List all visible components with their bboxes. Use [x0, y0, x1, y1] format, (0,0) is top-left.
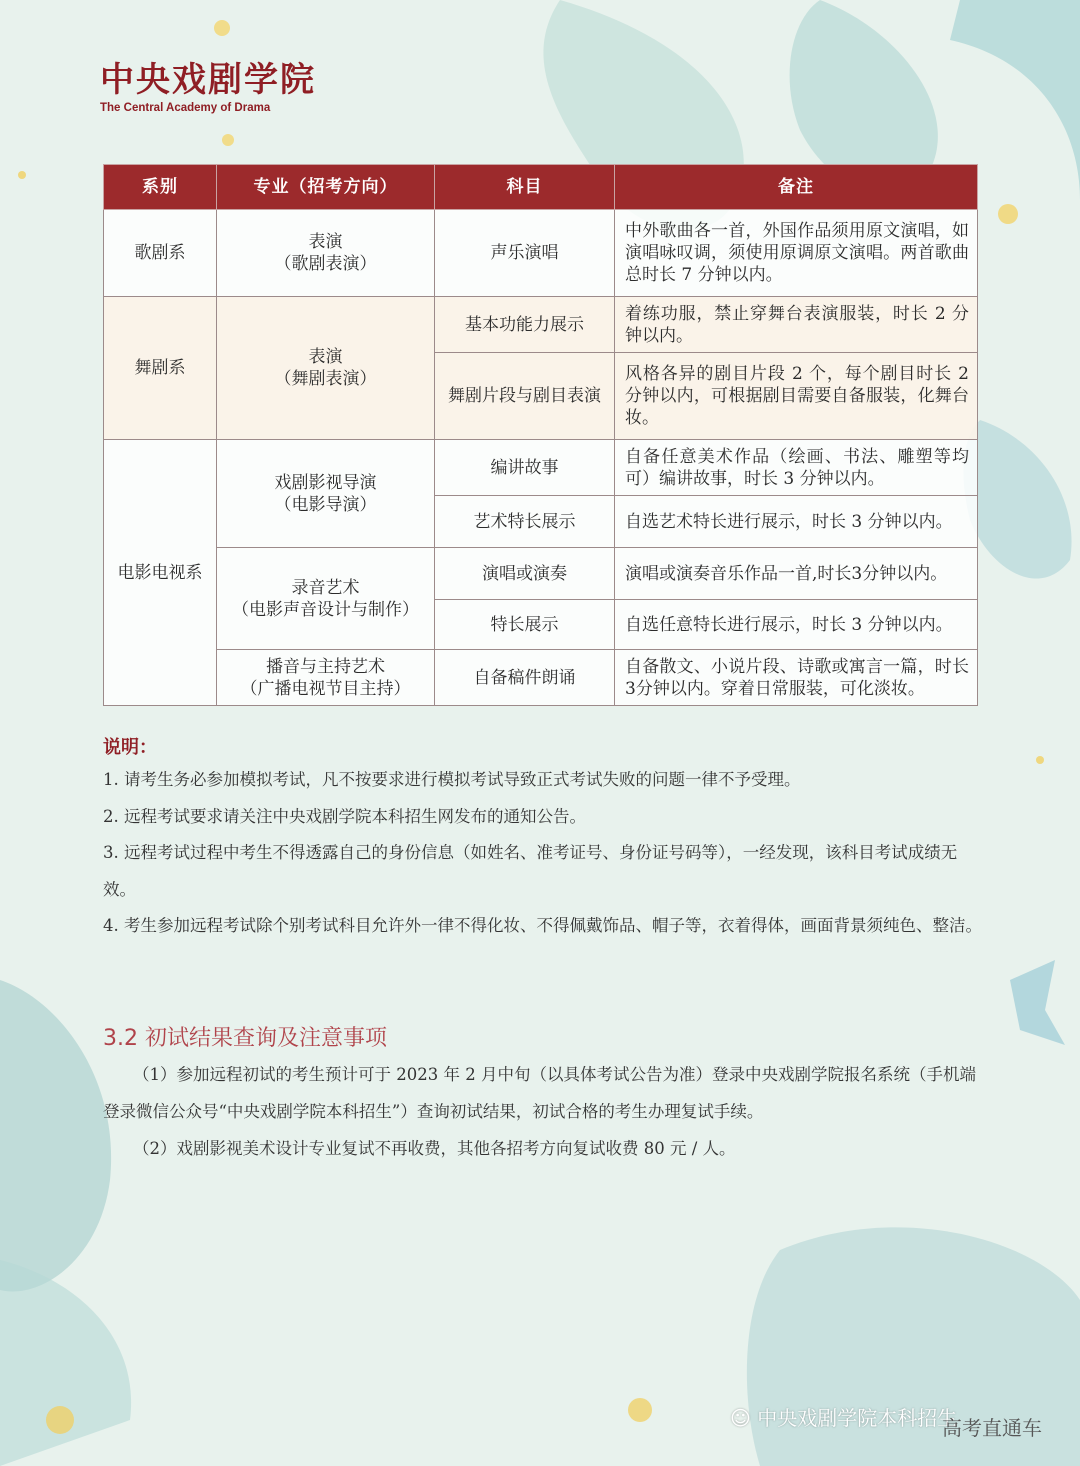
watermark-source: 高考直通车	[942, 1416, 1042, 1440]
remarks-cell: 着练功服，禁止穿舞台表演服装，时长 2 分钟以内。	[615, 297, 978, 353]
section-title: 3.2 初试结果查询及注意事项	[103, 1026, 387, 1051]
major-name: 表演	[308, 232, 343, 252]
major-direction: （歌剧表演）	[274, 254, 377, 274]
subject-cell: 艺术特长展示	[435, 496, 615, 548]
remarks-cell: 风格各异的剧目片段 2 个，每个剧目时长 2 分钟以内，可根据剧目需要自备服装，化舞台妆。	[615, 353, 978, 440]
table-header-row	[104, 165, 978, 210]
note-item: 2. 远程考试要求请关注中央戏剧学院本科招生网发布的通知公告。	[103, 806, 586, 826]
department-cell: 电影电视系	[104, 440, 217, 706]
note-item: 1. 请考生务必参加模拟考试，凡不按要求进行模拟考试导致正式考试失败的问题一律不予受理。	[103, 770, 801, 789]
subject-cell: 编讲故事	[435, 440, 615, 496]
subject-cell: 特长展示	[435, 600, 615, 650]
table-row	[104, 210, 978, 297]
table-row	[104, 548, 978, 600]
header-major: 专业（招考方向）	[217, 165, 435, 210]
note-item: 3. 远程考试过程中考生不得透露自己的身份信息（如姓名、准考证号、身份证号码等），一经发现，该科目考试成绩无效。	[103, 843, 958, 899]
notes-heading: 说明：	[103, 737, 157, 758]
subject-cell: 基本功能力展示	[435, 297, 615, 353]
major-direction: （电影导演）	[274, 494, 377, 515]
section-paragraph: （2）戏剧影视美术设计专业复试不再收费，其他各招考方向复试收费 80 元 / 人。	[133, 1139, 736, 1158]
department-cell: 歌剧系	[104, 210, 217, 297]
major-direction: （电影声音设计与制作）	[232, 599, 419, 620]
watermark-text: 中央戏剧学院本科招生	[757, 1406, 958, 1430]
subject-cell: 自备稿件朗诵	[435, 650, 615, 706]
section-paragraph: （1）参加远程初试的考生预计可于 2023 年 2 月中旬（以具体考试公告为准）登录中央戏剧学院报名系统（手机端登录微信公众号“中央戏剧学院本科招生”）查询初试结果，初试合格的考生办理复试手续。	[103, 1065, 976, 1121]
major-cell	[217, 650, 435, 706]
subject-cell: 舞剧片段与剧目表演	[435, 353, 615, 440]
header-department: 系别	[104, 165, 217, 210]
table-row	[104, 440, 978, 496]
subject-cell: 演唱或演奏	[435, 548, 615, 600]
major-cell	[217, 297, 435, 440]
remarks-cell: 演唱或演奏音乐作品一首,时长3分钟以内。	[615, 548, 978, 600]
watermark-wechat	[730, 1402, 957, 1431]
remarks-cell: 中外歌曲各一首，外国作品须用原文演唱，如演唱咏叹调，须使用原调原文演唱。两首歌曲总时长 7 分钟以内。	[615, 210, 978, 297]
major-cell	[217, 210, 435, 297]
academy-logo	[100, 60, 316, 114]
remarks-cell: 自备任意美术作品（绘画、书法、雕塑等均可）编讲故事，时长 3 分钟以内。	[615, 440, 978, 496]
logo-chinese: 中央戏剧学院	[100, 60, 316, 100]
remarks-cell: 自备散文、小说片段、诗歌或寓言一篇，时长3分钟以内。穿着日常服装，可化淡妆。	[615, 650, 978, 706]
subject-cell: 声乐演唱	[435, 210, 615, 297]
major-name: 戏剧影视导演	[274, 472, 377, 493]
major-name: 播音与主持艺术	[266, 656, 385, 677]
major-name: 录音艺术	[291, 577, 360, 598]
header-subject: 科目	[435, 165, 615, 210]
table-row	[104, 650, 978, 706]
header-remarks: 备注	[615, 165, 978, 210]
logo-english: The Central Academy of Drama	[100, 102, 271, 114]
major-name: 表演	[308, 347, 343, 367]
major-cell	[217, 440, 435, 548]
exam-subjects-table	[103, 164, 978, 706]
major-cell	[217, 548, 435, 650]
department-cell: 舞剧系	[104, 297, 217, 440]
major-direction: （舞剧表演）	[274, 369, 377, 389]
note-item: 4. 考生参加远程考试除个别考试科目允许外一律不得化妆、不得佩戴饰品、帽子等，衣着得体，画面背景须纯色、整洁。	[103, 916, 982, 935]
table-row	[104, 297, 978, 353]
remarks-cell: 自选艺术特长进行展示，时长 3 分钟以内。	[615, 496, 978, 548]
notes-section	[103, 734, 983, 945]
major-direction: （广播电视节目主持）	[240, 678, 411, 699]
wechat-icon: ☺	[730, 1406, 758, 1430]
remarks-cell: 自选任意特长进行展示，时长 3 分钟以内。	[615, 600, 978, 650]
results-section	[103, 1022, 983, 1167]
